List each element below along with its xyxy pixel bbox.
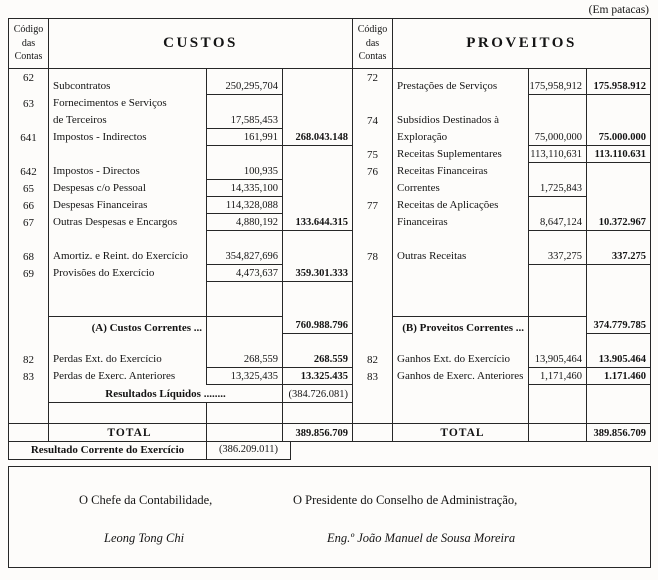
subtotal-amount-cell: [283, 197, 352, 214]
account-code-cell: 69: [9, 265, 49, 282]
amount-cell: [529, 95, 587, 112]
description-cell: [49, 231, 207, 248]
table-row: [9, 368, 352, 385]
account-code-cell: 82: [9, 351, 49, 368]
subtotal-amount-cell: 374.779.785: [587, 316, 650, 334]
subtotal-amount-cell: [283, 180, 352, 197]
current-result-value: (386.209.011): [218, 444, 279, 455]
amount-cell: 13,905,464: [529, 351, 587, 368]
amount-cell: [529, 424, 587, 441]
account-code-cell: [9, 403, 49, 423]
table-row: [9, 163, 352, 180]
table-row: [9, 180, 352, 197]
amount-cell: 354,827,696: [207, 248, 283, 265]
amount-cell: 75,000,000: [529, 112, 587, 146]
current-result-box: [8, 442, 291, 460]
account-code-cell: [353, 299, 393, 316]
description-line: Impostos - Directos: [53, 165, 140, 177]
description-line: Perdas de Exerc. Anteriores: [53, 370, 176, 382]
account-code-cell: 74: [353, 112, 393, 146]
description-cell: [49, 334, 207, 351]
result-label-cell: Resultados Líquidos ........: [49, 385, 283, 403]
table-row: [353, 69, 650, 95]
account-code-cell: [353, 316, 393, 334]
table-row: [9, 334, 352, 351]
subtotal-label-cell: (B) Proveitos Correntes ...: [393, 316, 529, 334]
table-row: [9, 316, 352, 334]
account-code-cell: [9, 146, 49, 163]
subtotal-amount-cell: [587, 334, 650, 351]
description-line: Provisões do Exercício: [53, 267, 155, 279]
description-cell: [49, 146, 207, 163]
custos-table: [8, 18, 353, 442]
subtotal-amount-cell: 13.905.464: [587, 351, 650, 368]
amount-cell: 8,647,124: [529, 197, 587, 231]
subtotal-amount-cell: 1.171.460: [587, 368, 650, 385]
account-code-cell: [9, 299, 49, 316]
accountant-title: O Chefe da Contabilidade,: [79, 493, 213, 507]
description-cell: [49, 368, 207, 385]
table-row: [353, 403, 650, 423]
description-line: Subcontratos: [53, 80, 111, 92]
description-cell: [49, 95, 207, 129]
table-row: [353, 146, 650, 163]
amount-cell: 100,935: [207, 163, 283, 180]
amount-cell: [207, 231, 283, 248]
subtotal-amount-cell: [283, 95, 352, 129]
account-code-cell: 75: [353, 146, 393, 163]
amount-cell: 114,328,088: [207, 197, 283, 214]
table-row: [9, 146, 352, 163]
table-row: [9, 129, 352, 146]
description-cell: [393, 282, 529, 299]
description-line: Despesas Financeiras: [53, 199, 148, 211]
president-title: O Presidente do Conselho de Administração,: [293, 493, 518, 507]
account-code-cell: 65: [9, 180, 49, 197]
subtotal-amount-cell: [283, 231, 352, 248]
subtotal-amount-cell: [283, 248, 352, 265]
code-header-line: Código: [13, 24, 44, 36]
total-label-cell: TOTAL: [393, 424, 529, 441]
signature-block: [8, 466, 651, 568]
description-line: Despesas c/o Pessoal: [53, 182, 146, 194]
account-code-cell: 72: [353, 69, 393, 95]
table-row: [9, 403, 352, 423]
account-code-cell: [9, 385, 49, 403]
subtotal-label-cell: (A) Custos Correntes ...: [49, 316, 207, 334]
account-code-cell: 78: [353, 248, 393, 265]
tables-container: [8, 18, 651, 442]
description-cell: [49, 180, 207, 197]
description-line: Subsídios Destinados à: [397, 114, 500, 126]
table-row: [353, 316, 650, 334]
total-label-cell: TOTAL: [49, 424, 207, 441]
description-line: Receitas Suplementares: [397, 148, 502, 160]
account-code-cell: 83: [9, 368, 49, 385]
subtotal-amount-cell: 359.301.333: [283, 265, 352, 282]
table-row: [353, 197, 650, 231]
account-code-cell: 642: [9, 163, 49, 180]
subtotal-amount-cell: [587, 403, 650, 423]
description-cell: [49, 265, 207, 282]
table-row: [9, 351, 352, 368]
subtotal-amount-cell: [587, 385, 650, 403]
table-row: [9, 69, 352, 95]
table-row: [9, 95, 352, 129]
code-header-line: Contas: [358, 51, 387, 63]
description-cell: [49, 351, 207, 368]
description-cell: [49, 248, 207, 265]
description-cell: [393, 385, 529, 403]
description-cell: [49, 163, 207, 180]
description-cell: [49, 129, 207, 146]
table-row: [353, 351, 650, 368]
president-name: Eng.º João Manuel de Sousa Moreira: [327, 531, 516, 545]
code-header-line: Código: [357, 24, 388, 36]
amount-cell: [207, 299, 283, 316]
total-amount-cell: 389.856.709: [295, 428, 348, 439]
table-row: [9, 282, 352, 299]
description-line: Outras Receitas: [397, 250, 467, 262]
description-cell: [49, 69, 207, 95]
amount-cell: [207, 316, 283, 334]
amount-cell: [207, 282, 283, 299]
description-line: Financeiras: [397, 216, 448, 228]
table-row: [9, 299, 352, 316]
subtotal-amount-cell: [587, 299, 650, 316]
subtotal-amount-cell: [587, 231, 650, 248]
description-cell: [393, 231, 529, 248]
account-code-cell: 77: [353, 197, 393, 231]
description-line: Correntes: [397, 182, 440, 194]
account-code-cell: [353, 334, 393, 351]
table-row: [353, 423, 650, 441]
table-row: [9, 423, 352, 441]
amount-cell: [207, 403, 283, 423]
description-line: Exploração: [397, 131, 448, 143]
subtotal-amount-cell: [587, 282, 650, 299]
amount-cell: [529, 282, 587, 299]
description-line: Prestações de Serviços: [397, 80, 498, 92]
account-code-cell: 66: [9, 197, 49, 214]
description-line: Fornecimentos e Serviços: [53, 97, 167, 109]
account-code-cell: [353, 231, 393, 248]
description-cell: [393, 299, 529, 316]
proveitos-table: [353, 18, 651, 442]
custos-table-body: [9, 69, 352, 441]
account-code-cell: 76: [353, 163, 393, 197]
amount-cell: 175,958,912: [529, 69, 587, 95]
description-line: Amortiz. e Reint. do Exercício: [53, 250, 189, 262]
description-line: Ganhos de Exerc. Anteriores: [397, 370, 524, 382]
table-row: [353, 248, 650, 265]
table-row: [353, 231, 650, 248]
description-cell: [393, 351, 529, 368]
account-code-cell: 641: [9, 129, 49, 146]
amount-cell: 4,473,637: [207, 265, 283, 282]
description-line: Outras Despesas e Encargos: [53, 216, 178, 228]
code-header-line: Contas: [14, 51, 43, 63]
custos-header: [9, 19, 352, 69]
account-code-cell: 68: [9, 248, 49, 265]
table-row: [9, 248, 352, 265]
account-code-cell: [353, 385, 393, 403]
amount-cell: 4,880,192: [207, 214, 283, 231]
amount-cell: 161,991: [207, 129, 283, 146]
proveitos-code-header: [353, 19, 393, 68]
subtotal-amount-cell: [283, 282, 352, 299]
amount-cell: [207, 424, 283, 441]
table-row: [353, 334, 650, 351]
subtotal-amount-cell: 133.644.315: [283, 214, 352, 231]
account-code-cell: [9, 282, 49, 299]
subtotal-amount-cell: 113.110.631: [587, 146, 650, 163]
description-cell: [393, 146, 529, 163]
table-row: [353, 299, 650, 316]
amount-cell: 1,171,460: [529, 368, 587, 385]
subtotal-amount-cell: [587, 163, 650, 197]
account-code-cell: [353, 424, 393, 441]
result-amount-cell: (384.726.081): [283, 385, 352, 403]
description-line: de Terceiros: [53, 114, 107, 126]
subtotal-amount-cell: 75.000.000: [587, 112, 650, 146]
description-cell: [393, 69, 529, 95]
amount-cell: 113,110,631: [529, 146, 587, 163]
amount-cell: [529, 299, 587, 316]
account-code-cell: 63: [9, 95, 49, 129]
accountant-name: Leong Tong Chi: [104, 531, 185, 545]
amount-cell: 14,335,100: [207, 180, 283, 197]
account-code-cell: 62: [9, 69, 49, 95]
description-cell: [393, 403, 529, 423]
subtotal-amount-cell: [283, 403, 352, 423]
amount-cell: [529, 334, 587, 351]
subtotal-amount-cell: [283, 69, 352, 95]
description-cell: [393, 334, 529, 351]
amount-cell: [529, 231, 587, 248]
table-row: [353, 282, 650, 299]
subtotal-amount-cell: 175.958.912: [587, 69, 650, 95]
subtotal-amount-cell: 760.988.796: [283, 316, 352, 334]
amount-cell: 17,585,453: [207, 95, 283, 129]
description-line: Receitas de Aplicações: [397, 199, 499, 211]
account-code-cell: [9, 424, 49, 441]
table-row: [353, 368, 650, 385]
proveitos-header: [353, 19, 650, 69]
subtotal-amount-cell: 10.372.967: [587, 197, 650, 231]
description-cell: [393, 265, 529, 282]
account-code-cell: 82: [353, 351, 393, 368]
amount-cell: 250,295,704: [207, 69, 283, 95]
currency-note: (Em patacas): [588, 4, 649, 16]
account-code-cell: [353, 265, 393, 282]
subtotal-amount-cell: [587, 95, 650, 112]
amount-cell: 1,725,843: [529, 163, 587, 197]
description-cell: [49, 299, 207, 316]
table-row: [353, 112, 650, 146]
total-amount-cell: 389.856.709: [593, 428, 646, 439]
description-line: Ganhos Ext. do Exercício: [397, 353, 511, 365]
amount-cell: [207, 334, 283, 351]
description-cell: [393, 368, 529, 385]
account-code-cell: 83: [353, 368, 393, 385]
custos-title: CUSTOS: [163, 35, 238, 51]
proveitos-table-body: [353, 69, 650, 441]
subtotal-amount-cell: 268.043.148: [283, 129, 352, 146]
table-row: [353, 163, 650, 197]
description-line: Receitas Financeiras: [397, 165, 488, 177]
description-cell: [393, 197, 529, 231]
account-code-cell: 67: [9, 214, 49, 231]
amount-cell: 268,559: [207, 351, 283, 368]
description-cell: [393, 112, 529, 146]
subtotal-amount-cell: [283, 146, 352, 163]
subtotal-amount-cell: [283, 163, 352, 180]
custos-code-header: [9, 19, 49, 68]
account-code-cell: [353, 403, 393, 423]
account-code-cell: [353, 282, 393, 299]
description-cell: [49, 403, 207, 423]
description-cell: [393, 95, 529, 112]
code-header-line: das: [365, 37, 380, 49]
amount-cell: [529, 316, 587, 334]
description-cell: [49, 282, 207, 299]
table-row: [9, 197, 352, 214]
subtotal-amount-cell: [587, 265, 650, 282]
description-cell: [49, 214, 207, 231]
description-cell: [49, 197, 207, 214]
subtotal-amount-cell: 268.559: [283, 351, 352, 368]
subtotal-amount-cell: 13.325.435: [283, 368, 352, 385]
table-row: [9, 385, 352, 403]
table-row: [353, 265, 650, 282]
description-line: Perdas Ext. do Exercício: [53, 353, 162, 365]
amount-cell: 13,325,435: [207, 368, 283, 385]
subtotal-amount-cell: [283, 299, 352, 316]
subtotal-amount-cell: 337.275: [587, 248, 650, 265]
subtotal-amount-cell: [283, 334, 352, 351]
table-row: [353, 95, 650, 112]
amount-cell: [529, 403, 587, 423]
account-code-cell: [9, 231, 49, 248]
description-cell: [393, 248, 529, 265]
amount-cell: 337,275: [529, 248, 587, 265]
table-row: [353, 385, 650, 403]
table-row: [9, 231, 352, 248]
amount-cell: [529, 385, 587, 403]
table-row: [9, 214, 352, 231]
table-row: [9, 265, 352, 282]
proveitos-title: PROVEITOS: [466, 35, 577, 51]
account-code-cell: [9, 334, 49, 351]
amount-cell: [207, 146, 283, 163]
description-cell: [393, 163, 529, 197]
current-result-label: Resultado Corrente do Exercício: [9, 442, 207, 459]
code-header-line: das: [21, 37, 36, 49]
amount-cell: [529, 265, 587, 282]
account-code-cell: [353, 95, 393, 112]
description-line: Impostos - Indirectos: [53, 131, 147, 143]
account-code-cell: [9, 316, 49, 334]
